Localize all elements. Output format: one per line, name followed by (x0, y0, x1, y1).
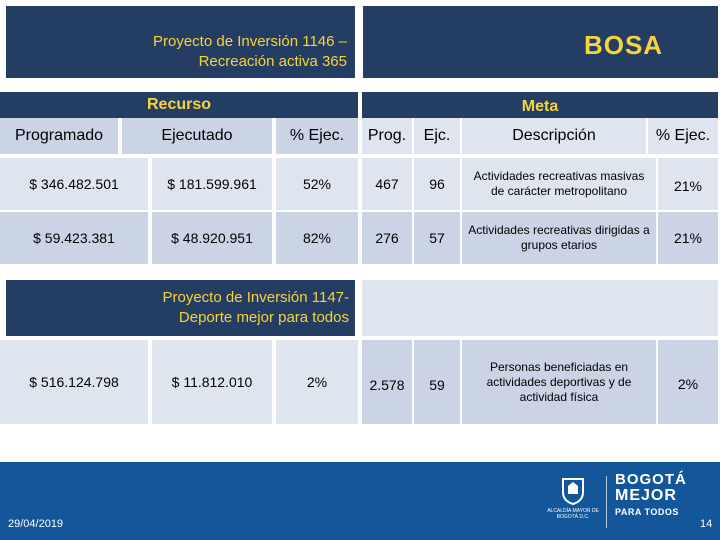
recurso-group-header: Recurso (0, 92, 358, 118)
row2-pct: 82% (276, 212, 358, 264)
row1-descripcion: Actividades recreativas masivas de carácter metropolitano (462, 158, 656, 210)
page-number: 14 (700, 518, 713, 530)
logo-line1: BOGOTÁ (615, 471, 687, 488)
project-1147-meta-header-blank (362, 280, 718, 336)
row2-prog: 276 (362, 212, 412, 264)
footer-divider (606, 476, 607, 528)
row3-prog: 2.578 (362, 340, 412, 424)
col-header-ejecutado: Ejecutado (122, 118, 272, 154)
row2-descripcion: Actividades recreativas dirigidas a grupos etarios (462, 212, 656, 264)
row1-programado: $ 346.482.501 (0, 158, 148, 210)
project-1147-title-line2: Deporte mejor para todos (178, 309, 349, 326)
row2-pct-meta: 21% (658, 212, 718, 264)
project-1146-title-line2: Recreación activa 365 (198, 53, 347, 70)
project-1146-title (6, 6, 355, 78)
row3-programado: $ 516.124.798 (0, 340, 148, 424)
col-header-pct-recurso: % Ejec. (276, 118, 358, 154)
project-1147-title (6, 280, 355, 336)
logo-line2: MEJOR (615, 487, 677, 504)
footer-bar (0, 462, 720, 540)
row3-pct-meta: 2% (658, 340, 718, 424)
row2-programado: $ 59.423.381 (0, 212, 148, 264)
row2-ejecutado: $ 48.920.951 (152, 212, 272, 264)
footer-date: 29/04/2019 (8, 518, 64, 530)
row3-descripcion: Personas beneficiadas en actividades deportivas y de actividad física (462, 340, 656, 424)
locality-banner (363, 6, 718, 78)
locality-name: BOSA (583, 30, 664, 60)
bogota-mejor-logo (615, 472, 695, 528)
row1-pct-meta: 21% (658, 158, 718, 210)
row3-pct: 2% (276, 340, 358, 424)
row3-ejecutado: $ 11.812.010 (152, 340, 272, 424)
crest-text: ALCALDÍA MAYOR DE BOGOTÁ D.C. (547, 508, 599, 520)
col-header-ejc: Ejc. (414, 118, 460, 154)
row1-prog: 467 (362, 158, 412, 210)
project-1147-title-line1: Proyecto de Inversión 1147- (162, 289, 349, 306)
row2-ejc: 57 (414, 212, 460, 264)
col-header-prog: Prog. (362, 118, 412, 154)
meta-group-header: Meta (362, 92, 718, 118)
bogota-crest-logo (545, 476, 601, 528)
row1-ejc: 96 (414, 158, 460, 210)
col-header-pct-meta: % Ejec. (648, 118, 718, 154)
logo-line3: PARA TODOS (615, 507, 679, 517)
row3-ejc: 59 (414, 340, 460, 424)
project-1146-title-line1: Proyecto de Inversión 1146 – (152, 33, 347, 50)
row1-pct: 52% (276, 158, 358, 210)
col-header-descripcion: Descripción (462, 118, 646, 154)
col-header-programado: Programado (0, 118, 118, 154)
crest-icon (560, 476, 586, 506)
row1-ejecutado: $ 181.599.961 (152, 158, 272, 210)
